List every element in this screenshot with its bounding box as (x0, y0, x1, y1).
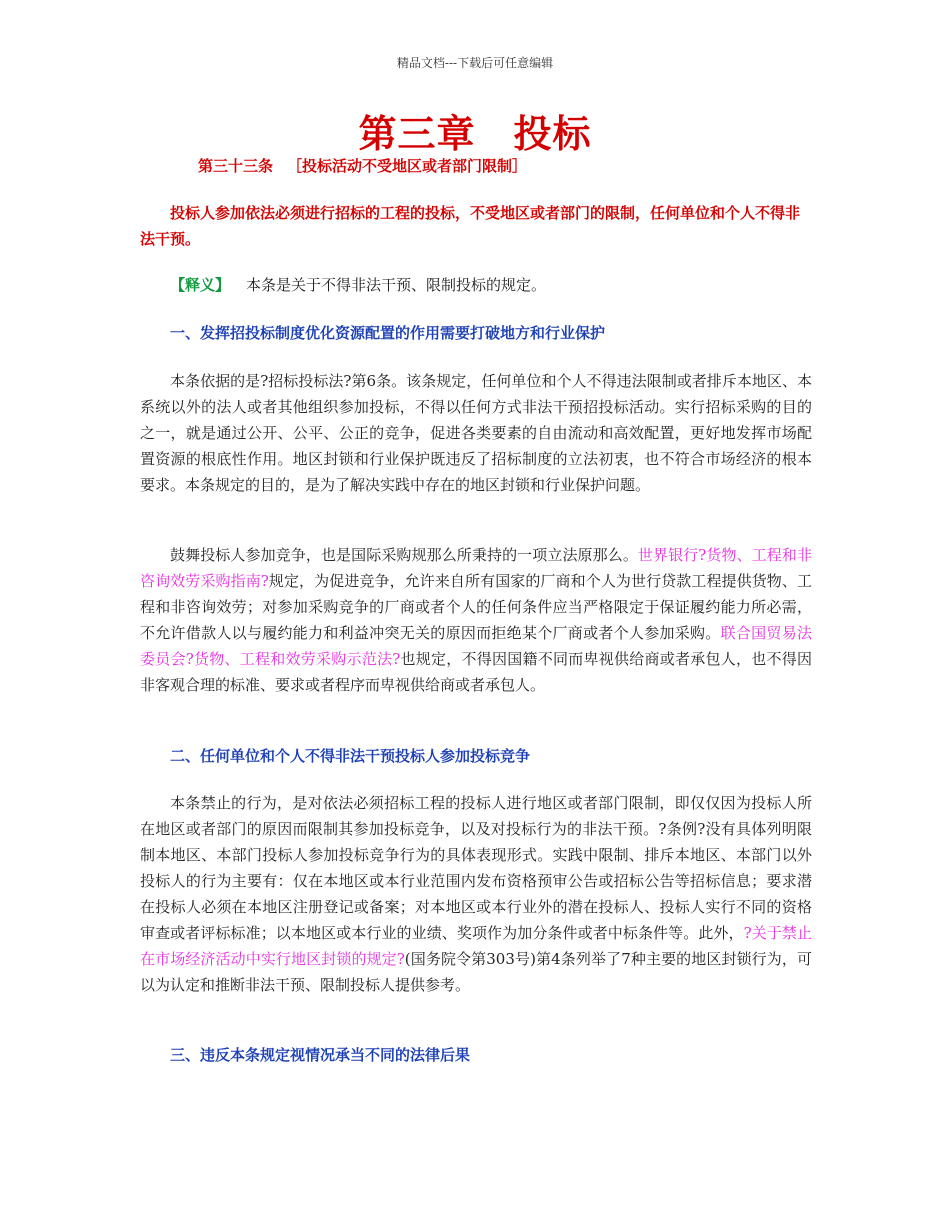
world-bank-guideline-link[interactable]: 世界银行?货物、工程和非咨询效劳采购指南? (140, 546, 812, 590)
paragraph-2-text-c: 也规定，不得因国籍不同而卑视供给商或者承包人，也不得因非客观合理的标准、要求或者程序而卑视供给商或者承包人。 (140, 650, 812, 694)
chapter-name: 投标 (513, 111, 592, 156)
paragraph-2-text-b: 规定，为促进竞争，允许来自所有国家的厂商和个人为世行贷款工程提供货物、工程和非咨询效劳；对参加采购竞争的厂商或者个人的任何条件应当严格限定于保证履约能力所必需，不允许借款人以与履约能力和利益冲突无关的原因而拒绝某个厂商或者个人参加采购。 (140, 572, 812, 642)
section-heading-2: 二、任何单位和个人不得非法干预投标人参加投标竞争 (170, 747, 531, 765)
uncitral-model-law-link[interactable]: 联合国贸易法委员会?货物、工程和效劳采购示范法? (140, 624, 812, 668)
chapter-number: 第三章 (358, 111, 476, 156)
article-heading (198, 156, 527, 176)
chapter-title (0, 112, 950, 156)
interpretation (140, 272, 812, 298)
section-heading-1: 一、发挥招投标制度优化资源配置的作用需要打破地方和行业保护 (170, 324, 606, 342)
paragraph-2-text-a: 鼓舞投标人参加竞争，也是国际采购规那么所秉持的一项立法原那么。 (170, 546, 638, 564)
article-number: 第三十三条 (198, 157, 274, 175)
paragraph-1: 本条依据的是?招标投标法?第6条。该条规定，任何单位和个人不得违法限制或者排斥本地区、本系统以外的法人或者其他组织参加投标，不得以任何方式非法干预招投标活动。实行招标采购的目的之一，就是通过公开、公平、公正的竞争，促进各类要素的自由流动和高效配置，更好地发挥市场配置资源的根底性作用。地区封锁和行业保护既违反了招标制度的立法初衷，也不符合市场经济的根本要求。本条规定的目的，是为了解决实践中存在的地区封锁和行业保护问题。 (140, 372, 812, 494)
interpretation-tag: 【释义】 (170, 276, 231, 294)
regional-blockade-regulation-link[interactable]: ?关于禁止在市场经济活动中实行地区封锁的规定? (140, 924, 812, 968)
paragraph-3-text-b: (国务院令第303号)第4条列举了7种主要的地区封锁行为，可以为认定和推断非法干预、限制投标人提供参考。 (140, 950, 812, 994)
statute-text: 投标人参加依法必须进行招标的工程的投标，不受地区或者部门的限制，任何单位和个人不得非法干预。 (140, 204, 801, 248)
interpretation-text: 本条是关于不得非法干预、限制投标的规定。 (246, 276, 547, 294)
paragraph-3 (140, 790, 812, 998)
paragraph-3-text-a: 本条禁止的行为，是对依法必须招标工程的投标人进行地区或者部门限制，即仅仅因为投标人所在地区或者部门的原因而限制其参加投标竞争，以及对投标行为的非法干预。?条例?没有具体列明限制本地区、本部门投标人参加投标竞争行为的具体表现形式。实践中限制、排斥本地区、本部门以外投标人的行为主要有：仅在本地区或本行业范围内发布资格预审公告或招标公告等招标信息；要求潜在投标人必须在本地区注册登记或备案；对本地区或本行业外的潜在投标人、投标人实行不同的资格审查或者评标标准；以本地区或本行业的业绩、奖项作为加分条件或者中标条件等。此外， (140, 794, 812, 942)
article-title: ［投标活动不受地区或者部门限制］ (287, 157, 528, 175)
section-heading-3: 三、违反本条规定视情况承当不同的法律后果 (170, 1046, 471, 1064)
paragraph-2 (140, 542, 812, 698)
header-note: 精品文档---下载后可任意编辑 (396, 56, 554, 70)
